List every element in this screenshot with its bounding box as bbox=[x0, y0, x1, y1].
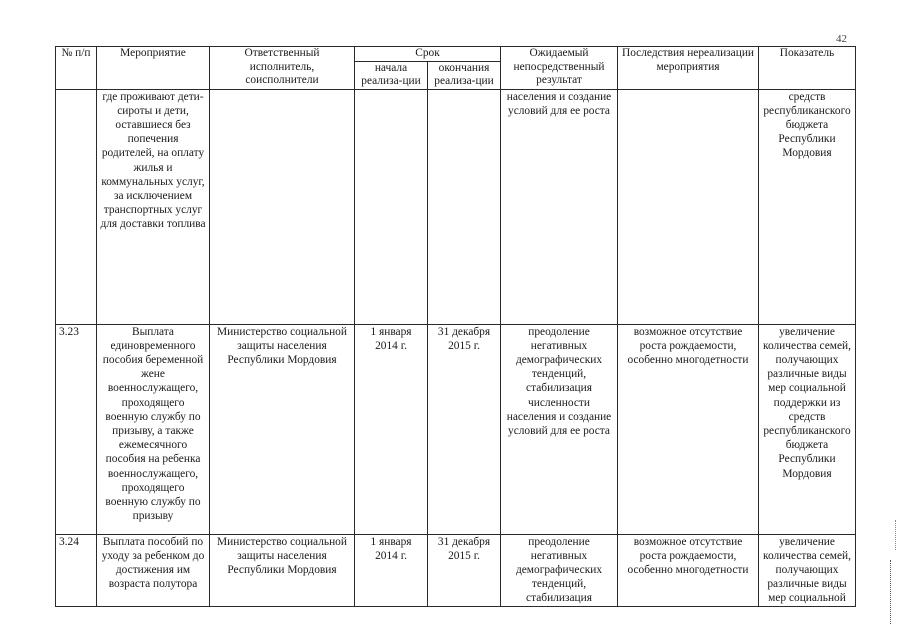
cell-start: 1 января 2014 г. bbox=[355, 324, 428, 534]
cell-consequences bbox=[618, 89, 759, 324]
cell-indicator: увеличение количества семей, получающих различные виды мер социальной bbox=[759, 534, 856, 606]
header-event: Мероприятие bbox=[97, 47, 210, 90]
cell-expected: преодоление негативных демографических тенденций, стабилизация bbox=[501, 534, 618, 606]
cell-consequences: возможное отсутствие роста рождаемости, особенно многодетности bbox=[618, 324, 759, 534]
header-term-end: окончания реализа-ции bbox=[428, 61, 501, 89]
cell-num: 3.23 bbox=[56, 324, 97, 534]
cell-end bbox=[428, 89, 501, 324]
cell-num: 3.24 bbox=[56, 534, 97, 606]
header-indicator: Показатель bbox=[759, 47, 856, 90]
header-num: № п/п bbox=[56, 47, 97, 90]
cell-responsible: Министерство социальной защиты населения Республики Мордовия bbox=[210, 324, 355, 534]
cell-start: 1 января 2014 г. bbox=[355, 534, 428, 606]
cell-event: Выплата пособий по уходу за ребенком до достижения им возраста полутора bbox=[97, 534, 210, 606]
cell-num bbox=[56, 89, 97, 324]
header-expected: Ожидаемый непосредственный результат bbox=[501, 47, 618, 90]
scan-edge-marks bbox=[895, 520, 897, 550]
header-consequences: Последствия нереализации мероприятия bbox=[618, 47, 759, 90]
cell-expected: населения и создание условий для ее роста bbox=[501, 89, 618, 324]
program-events-table bbox=[55, 46, 856, 607]
header-term-start: начала реализа-ции bbox=[355, 61, 428, 89]
table-header-row bbox=[56, 47, 856, 62]
table-row bbox=[56, 324, 856, 534]
cell-end: 31 декабря 2015 г. bbox=[428, 324, 501, 534]
cell-indicator: средств республиканского бюджета Республики Мордовия bbox=[759, 89, 856, 324]
cell-end: 31 декабря 2015 г. bbox=[428, 534, 501, 606]
table-row bbox=[56, 89, 856, 324]
scan-edge-marks bbox=[890, 560, 893, 624]
cell-start bbox=[355, 89, 428, 324]
page-number: 42 bbox=[836, 33, 847, 45]
cell-responsible: Министерство социальной защиты населения Республики Мордовия bbox=[210, 534, 355, 606]
table-row bbox=[56, 534, 856, 606]
header-term: Срок bbox=[355, 47, 501, 62]
cell-indicator: увеличение количества семей, получающих различные виды мер социальной поддержки из средств республиканского бюджета Республики Мордовия bbox=[759, 324, 856, 534]
cell-expected: преодоление негативных демографических тенденций, стабилизация численности населения и создание условий для ее роста bbox=[501, 324, 618, 534]
cell-event: Выплата единовременного пособия беременной жене военнослужащего, проходящего военную службу по призыву, а также ежемесячного пособия на ребенка военнослужащего, проходящего военную службу по призыву bbox=[97, 324, 210, 534]
cell-consequences: возможное отсутствие роста рождаемости, особенно многодетности bbox=[618, 534, 759, 606]
cell-responsible bbox=[210, 89, 355, 324]
cell-event: где проживают дети-сироты и дети, оставшиеся без попечения родителей, на оплату жилья и коммунальных услуг, за исключением транспортных услуг для доставки топлива bbox=[97, 89, 210, 324]
header-responsible: Ответственный исполнитель, соисполнители bbox=[210, 47, 355, 90]
